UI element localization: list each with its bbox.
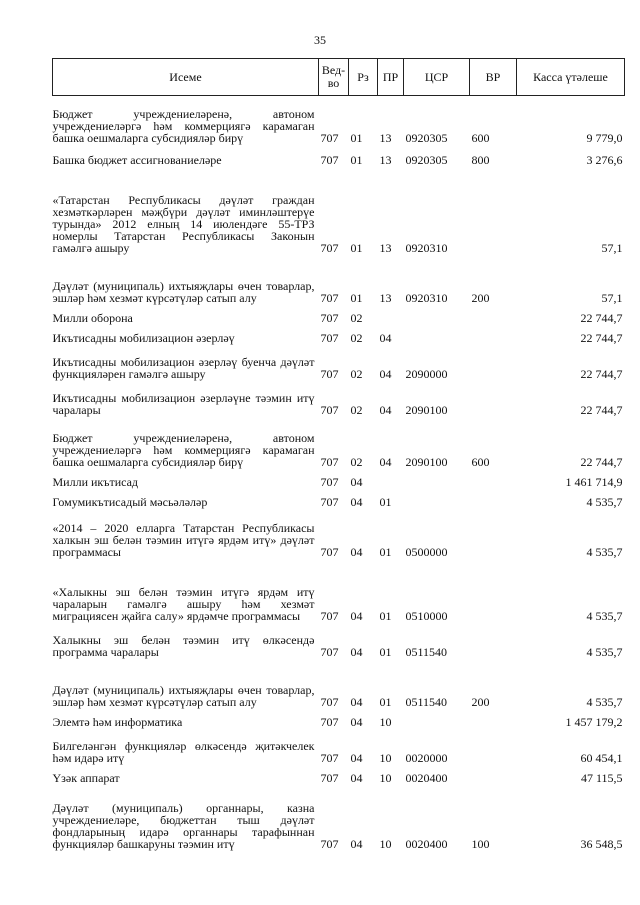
cell-rz: 02 [350, 330, 363, 345]
header-vr: ВР [470, 59, 517, 96]
header-csr: ЦСР [404, 59, 470, 96]
cell-amount: 47 115,5 [580, 770, 623, 785]
cell-csr: 0511540 [405, 694, 448, 709]
cell-name: Башка бюджет ассигнованиеләре [52, 152, 222, 167]
cell-pr [378, 472, 404, 492]
cell-vr [470, 348, 517, 384]
cell-pr: 10 [379, 714, 392, 729]
cell-rz: 02 [350, 402, 363, 417]
cell-rz: 01 [350, 152, 363, 167]
cell-name: Бюджет учреждениеләренә, автоном учреждениеләргә һәм коммерциягә карамаган башка оешмаларга субсидияләр бирү [52, 106, 315, 145]
cell-name: «Халыкны эш белән тәэмин итүгә ярдәм итү чараларын гамәлгә ашыру һәм хезмәт миграциясен җайга салу» ярдәмче программасы [52, 584, 315, 623]
cell-vr [470, 472, 517, 492]
cell-pr: 01 [379, 644, 392, 659]
cell-amount: 60 454,1 [580, 750, 623, 765]
header-amount: Касса үтәлеше [517, 59, 625, 96]
cell-pr: 10 [379, 836, 392, 851]
cell-vr [470, 170, 517, 258]
cell-rz: 04 [350, 770, 363, 785]
cell-ved: 707 [320, 330, 339, 345]
cell-csr: 0920310 [405, 240, 448, 255]
cell-name: Бюджет учреждениеләренә, автоном учреждениеләргә һәм коммерциягә карамаган башка оешмаларга субсидияләр бирү [52, 430, 315, 469]
cell-pr: 13 [379, 290, 392, 305]
cell-name: Милли оборона [52, 310, 133, 325]
cell-name: Дәүләт (муниципаль) ихтыяҗлары өчен товарлар, эшләр һәм хезмәт күрсәтүләр сатып алу [52, 682, 315, 709]
table-row [53, 308, 625, 328]
cell-csr: 0920305 [405, 152, 448, 167]
cell-csr: 2090000 [405, 366, 448, 381]
table-row [53, 96, 625, 148]
cell-vr [470, 712, 517, 732]
cell-rz: 04 [350, 750, 363, 765]
table-row [53, 472, 625, 492]
cell-name: Икътисадны мобилизацион әзерләү [52, 330, 235, 345]
table-row [53, 662, 625, 712]
cell-ved: 707 [320, 694, 339, 709]
cell-csr: 0020400 [405, 836, 448, 851]
cell-vr [470, 492, 517, 512]
cell-ved: 707 [320, 366, 339, 381]
cell-vr: 100 [471, 836, 490, 851]
table-row [53, 788, 625, 854]
cell-name: Милли икътисад [52, 474, 139, 489]
cell-rz: 04 [350, 694, 363, 709]
cell-pr: 04 [379, 366, 392, 381]
cell-csr: 0500000 [405, 544, 448, 559]
cell-ved: 707 [320, 494, 339, 509]
cell-rz: 02 [350, 366, 363, 381]
cell-vr [470, 732, 517, 768]
table-row [53, 512, 625, 562]
cell-amount: 1 461 714,9 [565, 474, 623, 489]
cell-ved: 707 [320, 310, 339, 325]
cell-csr [404, 328, 470, 348]
table-row [53, 348, 625, 384]
cell-name: «Татарстан Республикасы дәүләт граждан хезмәткәрләрен мәҗбүри дәүләт иминләштерүе турында» 2012 елның 14 июлендәге 55-ТРЗ номерлы Татарстан Республикасы Законын гамәлгә ашыру [52, 192, 315, 255]
cell-amount: 9 779,0 [586, 130, 623, 145]
cell-rz: 01 [350, 240, 363, 255]
cell-ved: 707 [320, 402, 339, 417]
table-row [53, 148, 625, 170]
cell-name: Гомумикътисадый мәсьәләләр [52, 494, 208, 509]
table-row [53, 170, 625, 258]
cell-ved: 707 [320, 750, 339, 765]
cell-csr: 0510000 [405, 608, 448, 623]
cell-amount: 4 535,7 [586, 608, 623, 623]
cell-pr: 04 [379, 330, 392, 345]
cell-vr [470, 626, 517, 662]
table-row [53, 732, 625, 768]
table-row [53, 492, 625, 512]
table-row [53, 712, 625, 732]
cell-rz: 04 [350, 608, 363, 623]
cell-pr: 01 [379, 544, 392, 559]
cell-amount: 3 276,6 [586, 152, 623, 167]
cell-amount: 22 744,7 [580, 454, 623, 469]
page-number: 35 [314, 33, 326, 47]
header-ved: Вед-во [319, 59, 349, 96]
cell-ved: 707 [320, 152, 339, 167]
cell-rz: 01 [350, 130, 363, 145]
cell-pr: 01 [379, 494, 392, 509]
cell-ved: 707 [320, 608, 339, 623]
cell-pr [378, 308, 404, 328]
cell-amount: 22 744,7 [580, 402, 623, 417]
cell-vr: 600 [471, 454, 490, 469]
table-row [53, 420, 625, 472]
table-row [53, 562, 625, 626]
cell-vr [470, 562, 517, 626]
cell-amount: 22 744,7 [580, 366, 623, 381]
cell-rz: 04 [350, 544, 363, 559]
header-name: Исеме [53, 59, 319, 96]
header-rz: Рз [349, 59, 378, 96]
cell-pr: 10 [379, 750, 392, 765]
cell-ved: 707 [320, 836, 339, 851]
cell-amount: 36 548,5 [580, 836, 623, 851]
cell-csr [404, 712, 470, 732]
cell-ved: 707 [320, 240, 339, 255]
cell-name: Дәүләт (муниципаль) органнары, казна учреждениеләре, бюджеттан тыш дәүләт фондларының идарә органнары тарафыннан функцияләр башкаруны тәэмин итү [52, 800, 315, 851]
header-pr: ПР [378, 59, 404, 96]
cell-name: Үзәк аппарат [52, 770, 120, 785]
cell-csr: 2090100 [405, 454, 448, 469]
cell-name: Билгеләнгән функцияләр өлкәсендә җитәкчелек һәм идарә итү [52, 738, 315, 765]
cell-rz: 02 [350, 454, 363, 469]
cell-amount: 4 535,7 [586, 644, 623, 659]
cell-rz: 04 [350, 836, 363, 851]
cell-amount: 4 535,7 [586, 494, 623, 509]
cell-name: Икътисадны мобилизацион әзерләү буенча дәүләт функцияләрен гамәлгә ашыру [52, 354, 315, 381]
cell-pr: 13 [379, 240, 392, 255]
cell-vr [470, 308, 517, 328]
table-row [53, 258, 625, 308]
cell-vr: 600 [471, 130, 490, 145]
cell-amount: 57,1 [601, 290, 623, 305]
cell-csr: 2090100 [405, 402, 448, 417]
cell-rz: 04 [350, 474, 363, 489]
cell-vr [470, 384, 517, 420]
table-row [53, 768, 625, 788]
cell-csr: 0920305 [405, 130, 448, 145]
table-row [53, 384, 625, 420]
cell-csr: 0920310 [405, 290, 448, 305]
cell-rz: 01 [350, 290, 363, 305]
cell-amount: 4 535,7 [586, 694, 623, 709]
cell-csr: 0020000 [405, 750, 448, 765]
cell-ved: 707 [320, 544, 339, 559]
cell-rz: 04 [350, 494, 363, 509]
cell-pr: 13 [379, 130, 392, 145]
cell-rz: 04 [350, 714, 363, 729]
cell-pr: 01 [379, 608, 392, 623]
table-row [53, 626, 625, 662]
cell-name: Халыкны эш белән тәэмин итү өлкәсендә программа чаралары [52, 632, 315, 659]
cell-pr: 13 [379, 152, 392, 167]
cell-ved: 707 [320, 714, 339, 729]
cell-csr [404, 492, 470, 512]
cell-vr: 800 [471, 152, 490, 167]
cell-name: Элемтә һәм информатика [52, 714, 183, 729]
cell-vr [470, 328, 517, 348]
table-header-row [53, 59, 625, 96]
cell-ved: 707 [320, 454, 339, 469]
cell-ved: 707 [320, 644, 339, 659]
cell-csr [404, 472, 470, 492]
cell-vr [470, 768, 517, 788]
cell-ved: 707 [320, 770, 339, 785]
cell-rz: 02 [350, 310, 363, 325]
cell-pr: 04 [379, 454, 392, 469]
cell-csr: 0020400 [405, 770, 448, 785]
cell-amount: 22 744,7 [580, 330, 623, 345]
budget-table [52, 58, 625, 854]
cell-amount: 22 744,7 [580, 310, 623, 325]
cell-ved: 707 [320, 474, 339, 489]
cell-ved: 707 [320, 130, 339, 145]
cell-csr [404, 308, 470, 328]
cell-vr: 200 [471, 694, 490, 709]
cell-name: «2014 – 2020 елларга Татарстан Республикасы халкын эш белән тәэмин итүгә ярдәм итү» дәүләт программасы [52, 520, 315, 559]
cell-vr [470, 512, 517, 562]
cell-rz: 04 [350, 644, 363, 659]
cell-name: Икътисадны мобилизацион әзерләүне тәэмин итү чаралары [52, 390, 315, 417]
cell-amount: 1 457 179,2 [565, 714, 623, 729]
cell-amount: 57,1 [601, 240, 623, 255]
cell-pr: 10 [379, 770, 392, 785]
table-row [53, 328, 625, 348]
cell-csr: 0511540 [405, 644, 448, 659]
cell-amount: 4 535,7 [586, 544, 623, 559]
cell-vr: 200 [471, 290, 490, 305]
cell-ved: 707 [320, 290, 339, 305]
cell-pr: 01 [379, 694, 392, 709]
cell-pr: 04 [379, 402, 392, 417]
cell-name: Дәүләт (муниципаль) ихтыяҗлары өчен товарлар, эшләр һәм хезмәт күрсәтүләр сатып алу [52, 278, 315, 305]
